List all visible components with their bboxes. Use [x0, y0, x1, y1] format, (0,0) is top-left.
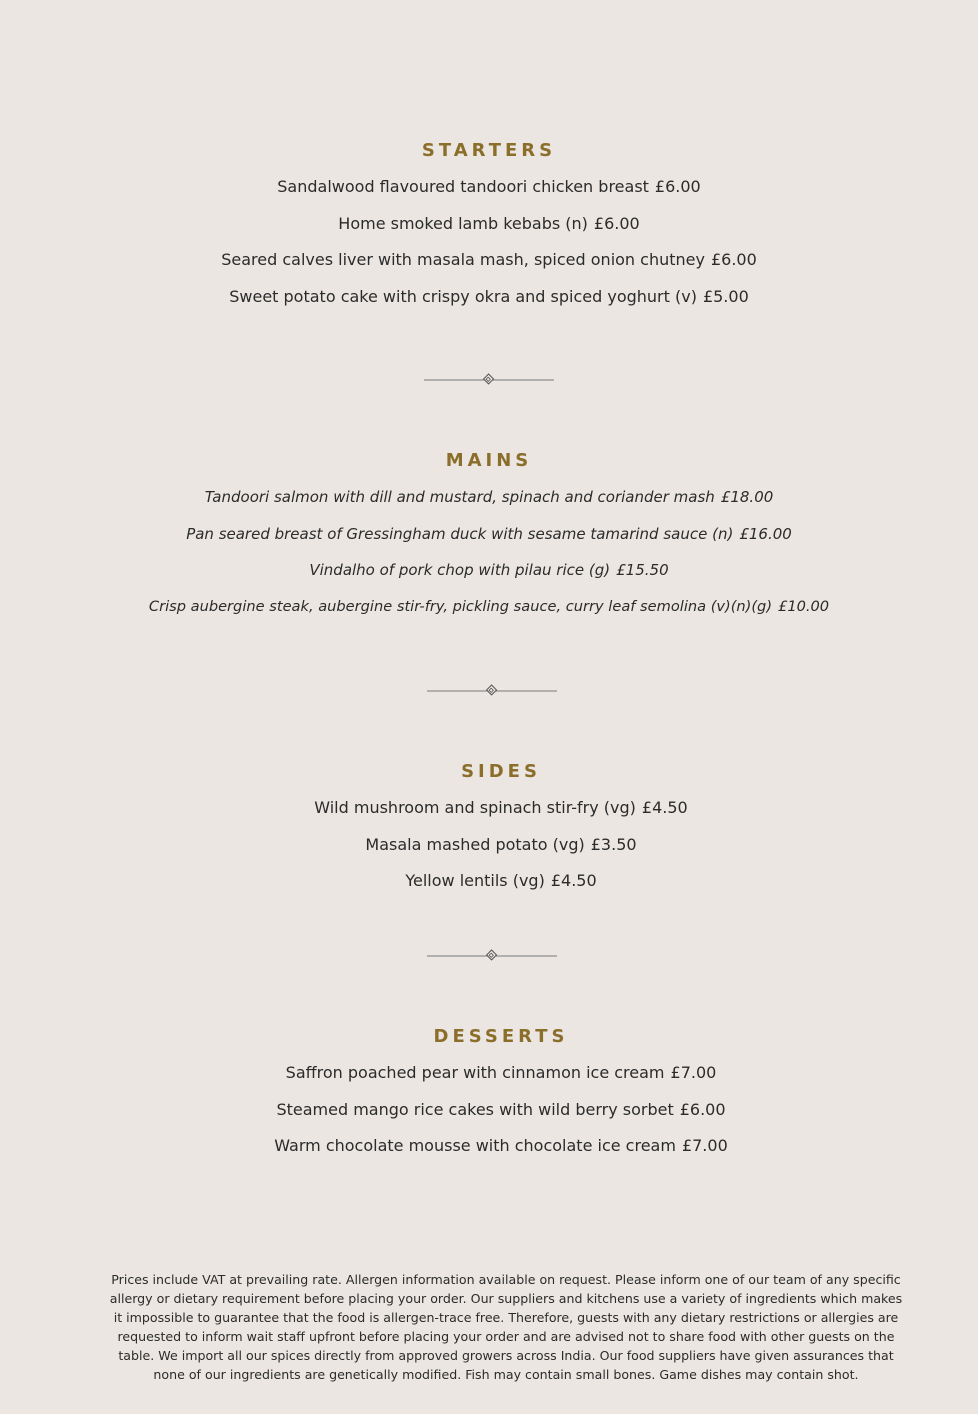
menu-item-name: Sandalwood flavoured tandoori chicken breast [277, 177, 649, 196]
menu-item [0, 487, 978, 507]
notice-line: Prices include VAT at prevailing rate. Allergen information available on request. Please inform one of our team of any specific [111, 1272, 901, 1287]
menu-item-name: Home smoked lamb kebabs (n) [338, 213, 588, 233]
menu-item [0, 250, 978, 270]
menu-item-price: £15.50 [616, 561, 669, 579]
menu-item-name: Wild mushroom and spinach stir-fry (vg) [314, 798, 636, 817]
menu-item [0, 597, 978, 617]
menu-item-price: £7.00 [681, 1136, 728, 1155]
menu-item-name: Sweet potato cake with crispy okra and spiced yoghurt (v) [229, 286, 697, 306]
menu-item [0, 214, 978, 234]
sides-heading: SIDES [461, 761, 541, 782]
menu-item-name: Pan seared breast of Gressingham duck with sesame tamarind sauce (n) [186, 524, 734, 543]
menu-item-name: Saffron poached pear with cinnamon ice cream [285, 1063, 665, 1082]
diamond-divider-icon [427, 684, 557, 698]
menu-item-price: £4.50 [641, 798, 688, 817]
menu-item-price: £6.00 [654, 177, 701, 196]
menu-item [12, 1136, 978, 1156]
menu-item-name: Crisp aubergine steak, aubergine stir-fry, pickling sauce, curry leaf semolina (v)(n)(g) [148, 597, 773, 615]
notice-line: it impossible to guarantee that the food is allergen-trace free. Therefore, guests with any dietary restrictions or allergies are [113, 1310, 899, 1325]
menu-item [0, 177, 978, 197]
menu-item [12, 1063, 978, 1083]
menu-item-price: £4.50 [550, 871, 597, 890]
menu-item-price: £16.00 [739, 524, 792, 543]
menu-item-price: £6.00 [593, 213, 640, 233]
menu-item [0, 560, 978, 580]
menu-item-price: £6.00 [679, 1099, 726, 1119]
menu-item-name: Steamed mango rice cakes with wild berry sorbet [276, 1099, 674, 1119]
menu-item-name: Vindalho of pork chop with pilau rice (g) [309, 561, 611, 579]
menu-item-price: £7.00 [670, 1063, 717, 1082]
menu-item-price: £6.00 [710, 250, 757, 269]
menu-item-name: Masala mashed potato (vg) [365, 834, 585, 854]
notice-line: allergy or dietary requirement before placing your order. Our suppliers and kitchens use a variety of ingredients which makes [109, 1291, 903, 1306]
starters-heading: STARTERS [421, 140, 557, 161]
menu-item-price: £18.00 [720, 488, 774, 506]
menu-item-name: Seared calves liver with masala mash, spiced onion chutney [221, 250, 705, 269]
menu-item-price: £3.50 [590, 834, 637, 854]
menu-item [12, 1100, 978, 1120]
menu-item-name: Warm chocolate mousse with chocolate ice cream [274, 1136, 676, 1155]
notice-line: none of our ingredients are genetically modified. Fish may contain small bones. Game dishes may contain shot. [153, 1367, 859, 1382]
menu-item [12, 798, 978, 818]
desserts-heading: DESSERTS [433, 1026, 569, 1047]
mains-section [0, 449, 978, 617]
mains-heading: MAINS [445, 450, 533, 471]
desserts-section [12, 1025, 978, 1156]
menu-item [12, 871, 978, 891]
diamond-divider-icon [424, 373, 554, 387]
menu-item [0, 287, 978, 307]
starters-section [0, 139, 978, 307]
menu-item-name: Yellow lentils (vg) [405, 871, 545, 890]
diamond-divider-icon [427, 949, 557, 963]
sides-section [12, 760, 978, 891]
menu-item-price: £5.00 [702, 286, 749, 306]
menu-item [0, 524, 978, 544]
notice-line: table. We import all our spices directly from approved growers across India. Our food suppliers have given assurances that [118, 1348, 894, 1363]
menu-item [12, 835, 978, 855]
notice-line: requested to inform wait staff upfront before placing your order and are advised not to share food with other guests on the [117, 1329, 895, 1344]
menu-item-price: £10.00 [778, 597, 830, 615]
allergen-notice [96, 1270, 916, 1384]
menu-item-name: Tandoori salmon with dill and mustard, spinach and coriander mash [204, 488, 715, 506]
